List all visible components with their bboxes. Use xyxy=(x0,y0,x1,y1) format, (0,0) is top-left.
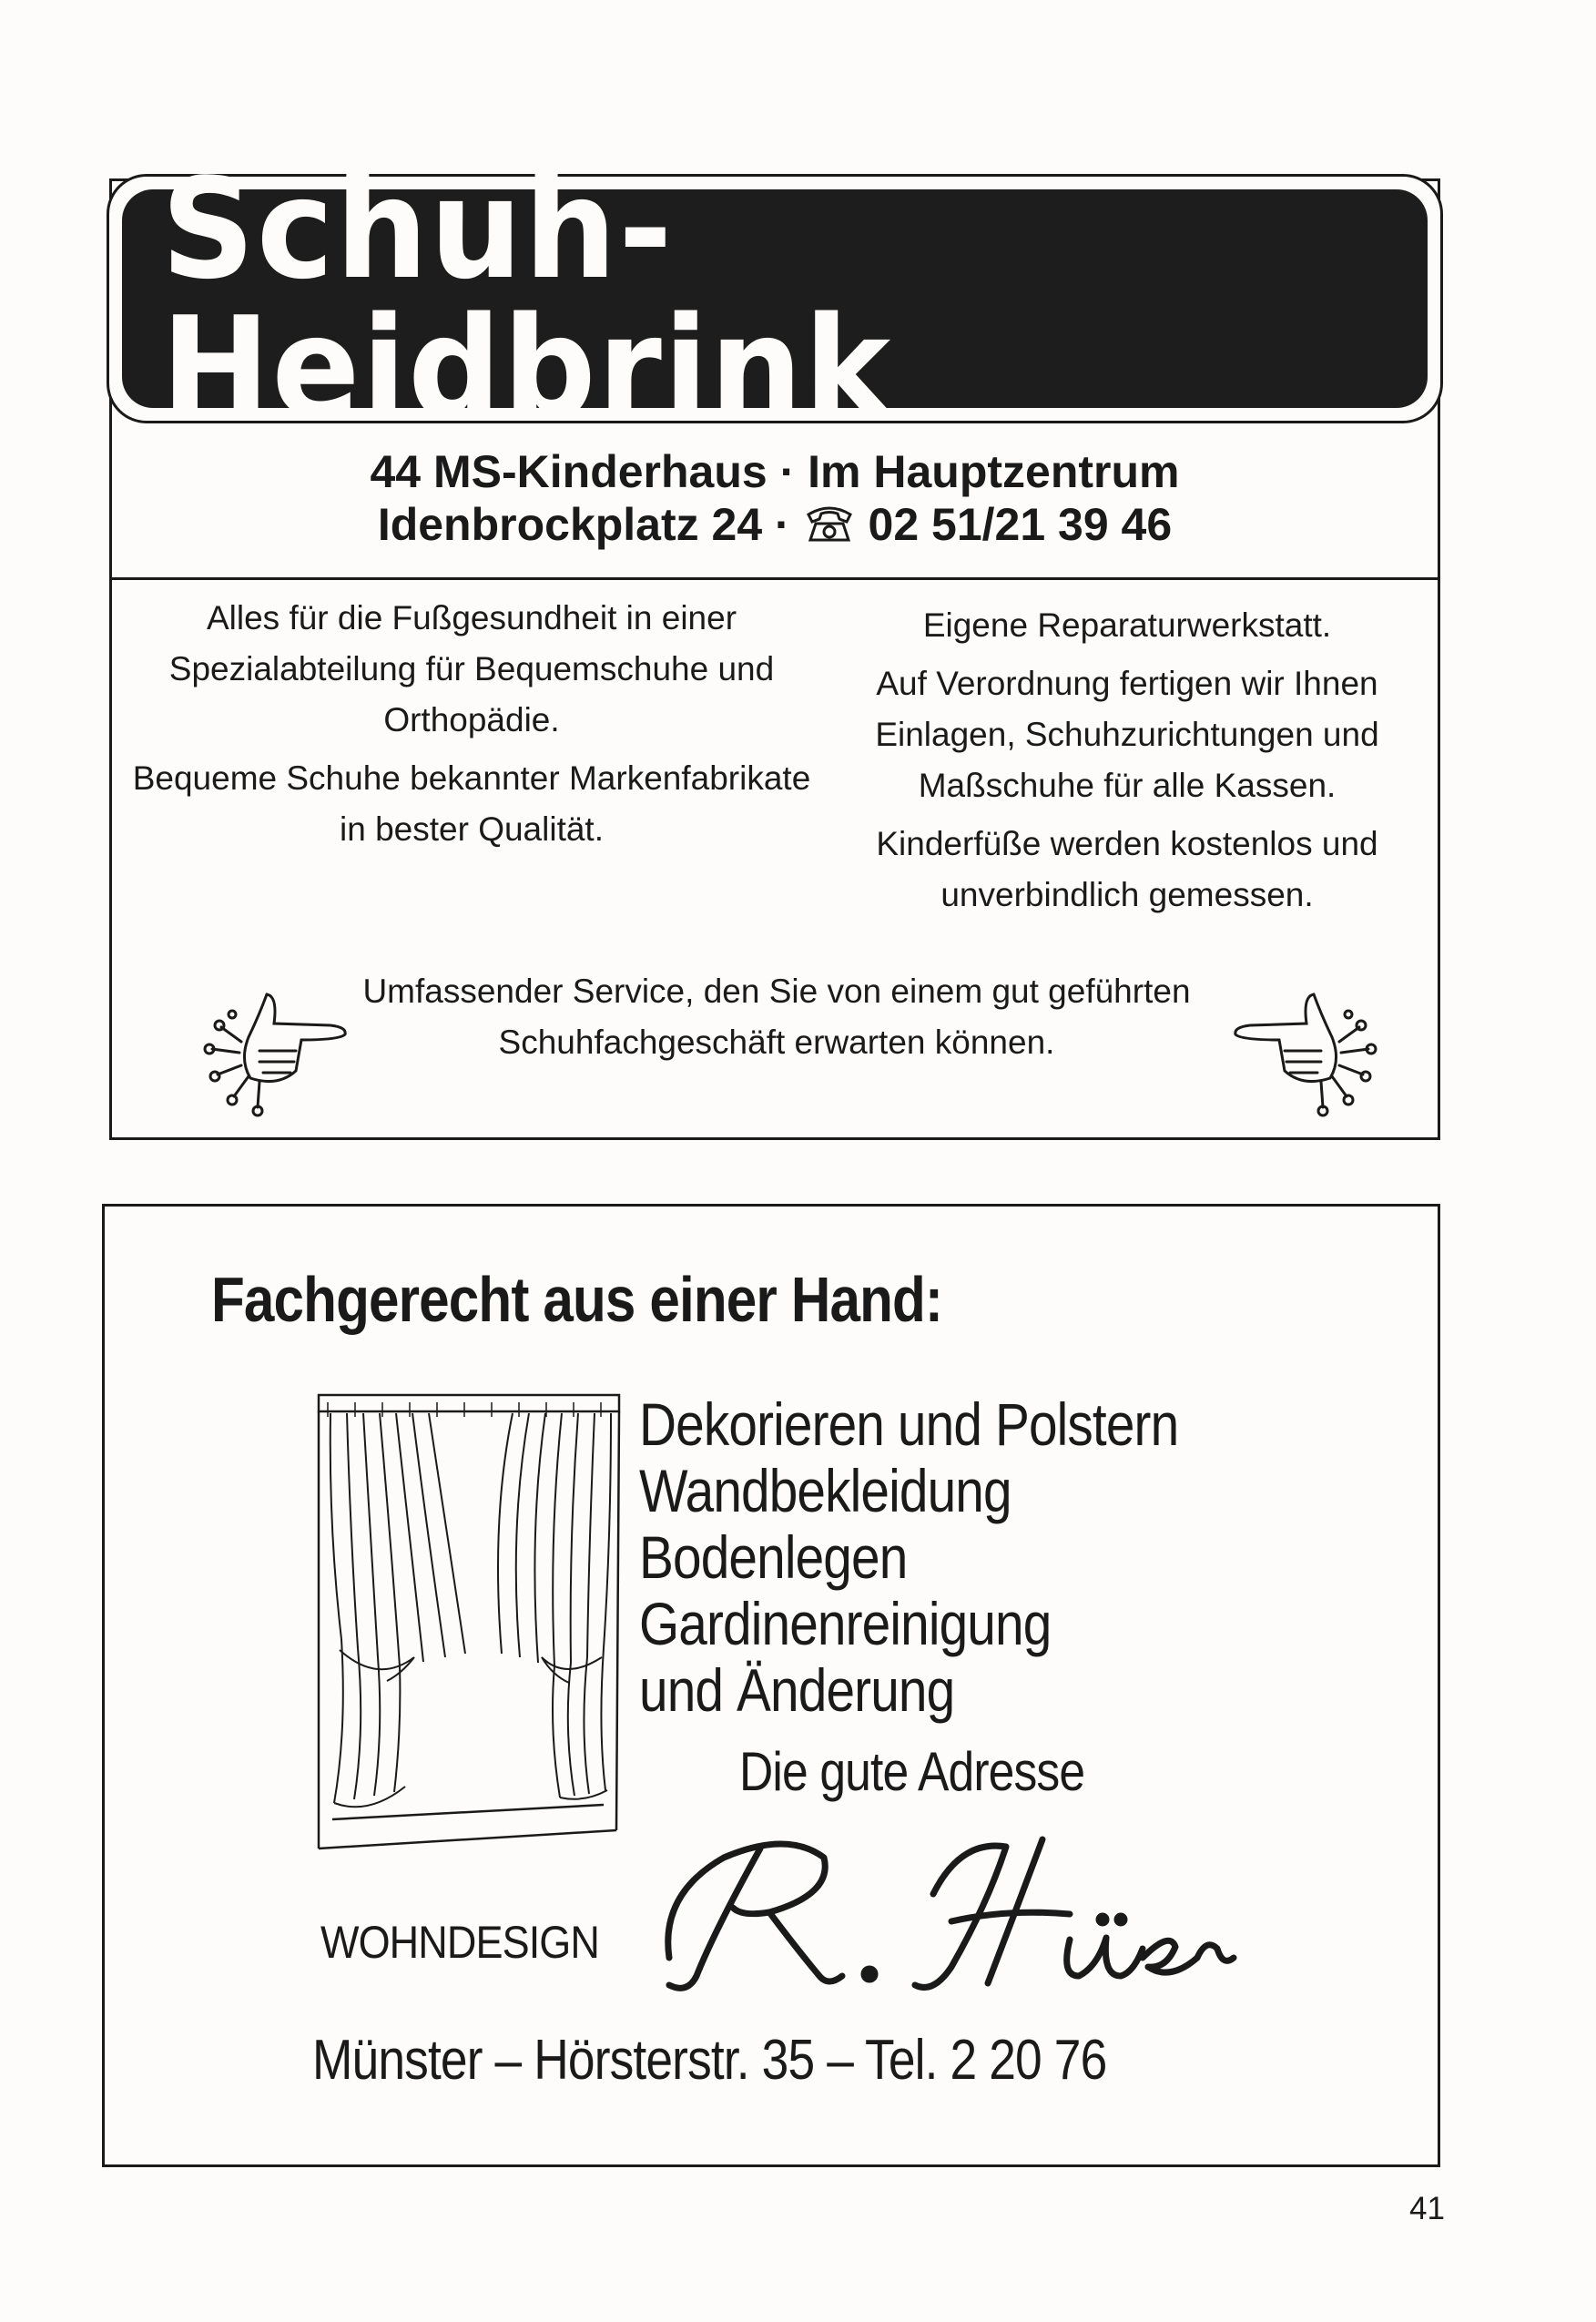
logo-banner xyxy=(122,148,1428,448)
service-note: Umfassender Service, den Sie von einem gut geführten Schuhfachgeschäft erwarten können. xyxy=(362,973,1191,1061)
service-item: Dekorieren und Polstern xyxy=(639,1390,1179,1458)
shoe-store-ad xyxy=(109,148,1440,1140)
right-column xyxy=(813,600,1441,928)
tagline: Die gute Adresse xyxy=(739,1741,1085,1802)
store-logo: Schuh-Heidbrink xyxy=(161,148,893,448)
service-item: Gardinenreinigung xyxy=(639,1590,1052,1657)
right-paragraph-3: Kinderfüße werden kostenlos und unverbindlich gemessen. xyxy=(876,825,1378,913)
telephone-icon xyxy=(803,504,856,544)
divider-line xyxy=(112,577,1438,580)
page-number: 41 xyxy=(1409,2191,1445,2226)
right-paragraph-1: Eigene Reparaturwerkstatt. xyxy=(922,606,1332,644)
address-line-1: 44 MS-Kinderhaus · Im Hauptzentrum xyxy=(370,446,1180,497)
service-item: Wandbekleidung xyxy=(639,1457,1011,1524)
signature-logo xyxy=(660,1821,1252,1999)
pointing-hand-left-icon xyxy=(1223,987,1387,1119)
left-paragraph-1: Alles für die Fußgesundheit in einer Spezialabteilung für Bequemschuhe und Orthopädie. xyxy=(168,599,775,738)
brand-prefix: WOHNDESIGN xyxy=(320,1917,599,1968)
service-item: und Änderung xyxy=(639,1656,955,1724)
service-list xyxy=(639,1391,1178,1724)
address-block xyxy=(112,445,1438,551)
address-line-2 xyxy=(112,498,1438,551)
contact-line: Münster – Hörsterstr. 35 – Tel. 2 20 76 xyxy=(312,2029,1107,2092)
left-paragraph-2: Bequeme Schuhe bekannter Markenfabrikate in bester Qualität. xyxy=(132,759,811,848)
address-street: Idenbrockplatz 24 · xyxy=(377,499,790,550)
right-paragraph-2: Auf Verordnung fertigen wir Ihnen Einlagen, Schuhzurichtungen und Maßschuhe für alle Kassen. xyxy=(875,665,1379,804)
left-column xyxy=(121,593,822,862)
service-item: Bodenlegen xyxy=(639,1523,908,1591)
decor-headline: Fachgerecht aus einer Hand: xyxy=(211,1264,943,1335)
logo-frame xyxy=(107,148,1443,448)
phone-number: 02 51/21 39 46 xyxy=(868,499,1173,550)
curtain-window-icon xyxy=(314,1384,628,1862)
pointing-hand-right-icon xyxy=(194,987,358,1119)
